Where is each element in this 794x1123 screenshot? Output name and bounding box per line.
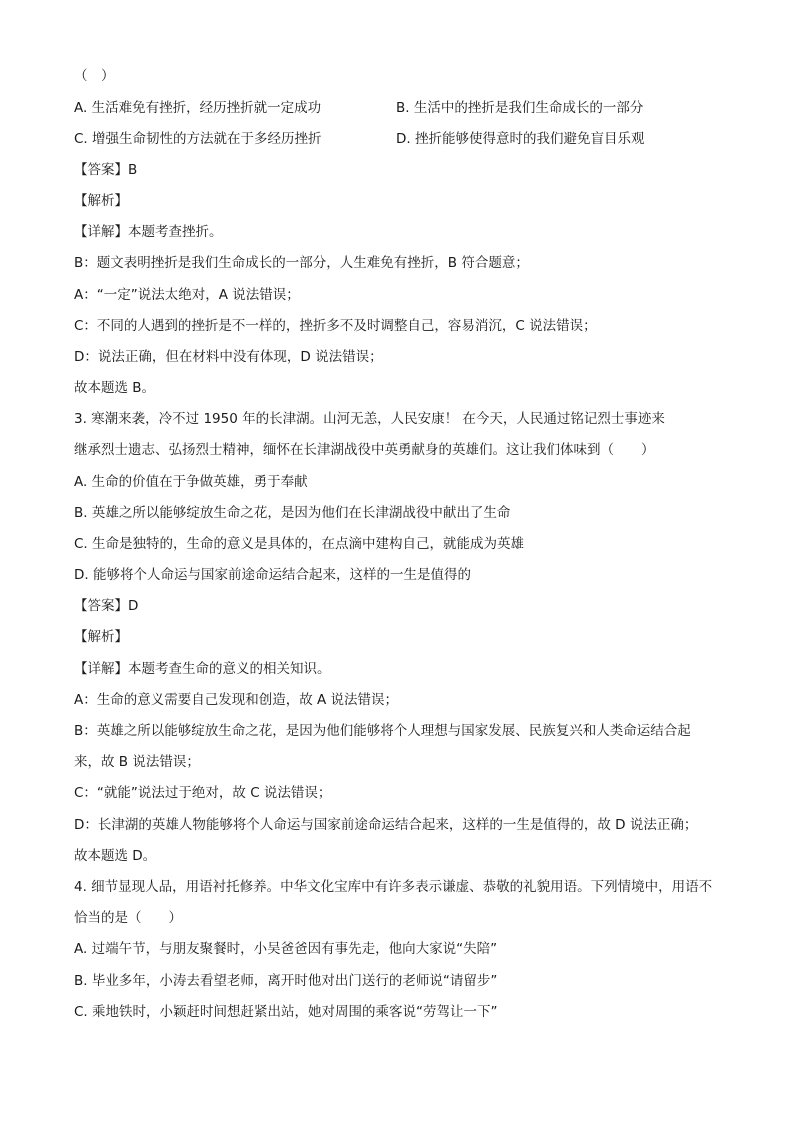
q2-explanation-d: D：说法正确，但在材料中没有体现，D 说法错误； [74,349,383,365]
q3-option-a: A. 生命的价值在于争做英雄，勇于奉献 [74,474,308,490]
q4-stem-line1: 4. 细节显现人品，用语衬托修养。中华文化宝库中有许多表示谦虚、恭敬的礼貌用语。下列情境中，用语不 [74,879,713,895]
q3-answer: 【答案】D [74,598,139,614]
q3-analysis-heading: 【解析】 [74,629,128,645]
q3-option-d: D. 能够将个人命运与国家前途命运结合起来，这样的一生是值得的 [74,567,471,583]
q3-explanation-b-line2: 来，故 B 说法错误； [74,754,200,770]
q2-explanation-c: C：不同的人遇到的挫折是不一样的，挫折多不及时调整自己，容易消沉，C 说法错误； [74,318,597,334]
q2-detail: 【详解】本题考查挫折。 [74,224,223,240]
q2-option-b: B. 生活中的挫折是我们生命成长的一部分 [396,100,644,116]
q3-option-b: B. 英雄之所以能够绽放生命之花，是因为他们在长津湖战役中献出了生命 [74,505,511,521]
q4-option-c: C. 乘地铁时，小颖赶时间想赶紧出站，她对周围的乘客说“劳驾让一下” [74,1004,498,1020]
q3-explanation-d: D：长津湖的英雄人物能够将个人命运与国家前途命运结合起来，这样的一生是值得的，故 D 说法正确； [74,817,698,833]
q2-option-d: D. 挫折能够使得意时的我们避免盲目乐观 [396,131,645,147]
q4-option-a: A. 过端午节，与朋友聚餐时，小吴爸爸因有事先走，他向大家说“失陪” [74,941,498,957]
q2-explanation-b: B：题文表明挫折是我们生命成长的一部分，人生难免有挫折，B 符合题意； [74,255,529,271]
q3-stem-line2: 继承烈士遗志、弘扬烈士精神，缅怀在长津湖战役中英勇献身的英雄们。这让我们体味到（ ） [74,442,655,458]
q3-explanation-c: C：“就能”说法过于绝对，故 C 说法错误； [74,785,332,801]
q2-option-c: C. 增强生命韧性的方法就在于多经历挫折 [74,131,322,147]
q4-stem-line2: 恰当的是（ ） [74,910,182,926]
q2-answer-paren: （ ） [74,68,115,84]
q2-option-a: A. 生活难免有挫折，经历挫折就一定成功 [74,100,322,116]
q3-stem-line1: 3. 寒潮来袭，冷不过 1950 年的长津湖。山河无恙，人民安康！ 在今天，人民通过铭记烈士事迹来 [74,411,665,427]
q3-conclusion: 故本题选 D。 [74,848,157,864]
q4-option-b: B. 毕业多年，小涛去看望老师，离开时他对出门送行的老师说“请留步” [74,973,498,989]
q3-explanation-a: A：生命的意义需要自己发现和创造，故 A 说法错误； [74,692,399,708]
q3-detail: 【详解】本题考查生命的意义的相关知识。 [74,661,331,677]
q2-conclusion: 故本题选 B。 [74,380,156,396]
q3-option-c: C. 生命是独特的，生命的意义是具体的，在点滴中建构自己，就能成为英雄 [74,536,525,552]
q3-explanation-b-line1: B：英雄之所以能够绽放生命之花，是因为他们能够将个人理想与国家发展、民族复兴和人类命运结合起 [74,723,691,739]
q2-answer: 【答案】B [74,162,138,178]
q2-explanation-a: A：“一定”说法太绝对，A 说法错误； [74,287,300,303]
q2-analysis-heading: 【解析】 [74,193,128,209]
